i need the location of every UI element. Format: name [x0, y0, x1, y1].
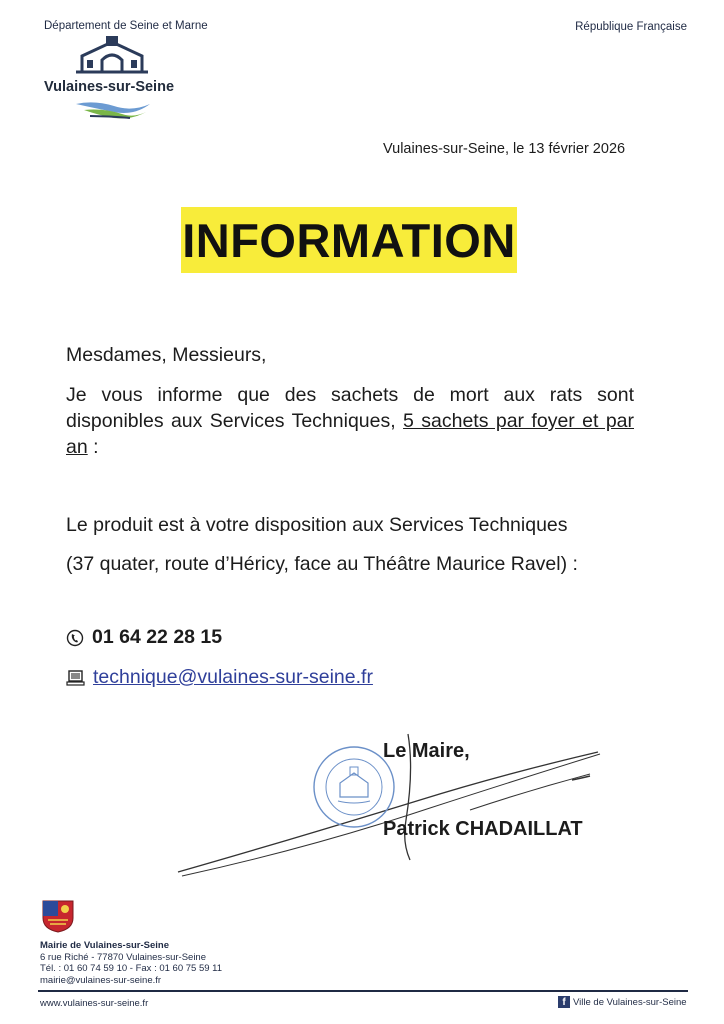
town-name: Vulaines-sur-Seine — [44, 79, 175, 95]
allowance-underlined: 5 sachets par foyer et par an — [66, 410, 634, 458]
footer-divider — [38, 990, 688, 992]
mairie-address-block — [40, 940, 222, 986]
announcement-intro: Je vous informe que des sachets de mort aux rats sont disponibles aux Services Techniques, — [66, 384, 634, 432]
mairie-tel-fax: Tél. : 01 60 74 59 10 - Fax : 01 60 75 59 11 — [40, 963, 223, 974]
website-link[interactable]: www.vulaines-sur-seine.fr — [40, 998, 149, 1009]
mairie-address: 6 rue Riché - 77870 Vulaines-sur-Seine — [40, 951, 206, 963]
department-label: Département de Seine et Marne — [44, 20, 208, 32]
facebook-link[interactable] — [558, 996, 687, 1008]
mairie-name: Mairie de Vulaines-sur-Seine — [40, 940, 169, 951]
phone-number: 01 64 22 28 15 — [92, 626, 223, 648]
telephone-icon — [66, 629, 84, 647]
signature-title: Le Maire, — [383, 740, 470, 762]
announcement-end: : — [87, 436, 99, 458]
email-row — [66, 666, 373, 689]
information-banner — [181, 207, 517, 273]
location-line-2: (37 quater, route d’Héricy, face au Théâtre Maurice Ravel) : — [66, 553, 578, 575]
greeting: Mesdames, Messieurs, — [66, 344, 267, 366]
republic-label: République Française — [575, 21, 687, 33]
place-date: Vulaines-sur-Seine, le 13 février 2026 — [383, 141, 626, 157]
computer-icon — [66, 669, 85, 687]
location-line-1: Le produit est à votre disposition aux Services Techniques — [66, 514, 568, 536]
announcement-paragraph — [66, 382, 634, 460]
facebook-icon: f — [558, 996, 570, 1008]
mairie-email[interactable]: mairie@vulaines-sur-seine.fr — [40, 974, 162, 986]
river-waves-icon — [74, 98, 152, 120]
coat-of-arms-icon — [40, 898, 76, 934]
email-link[interactable]: technique@vulaines-sur-seine.fr — [93, 666, 373, 688]
mayor-name: Patrick CHADAILLAT — [383, 818, 583, 840]
banner-title: INFORMATION — [182, 213, 516, 267]
phone-row — [66, 626, 222, 649]
town-logo-icon — [72, 34, 152, 74]
facebook-label: Ville de Vulaines-sur-Seine — [573, 996, 687, 1008]
